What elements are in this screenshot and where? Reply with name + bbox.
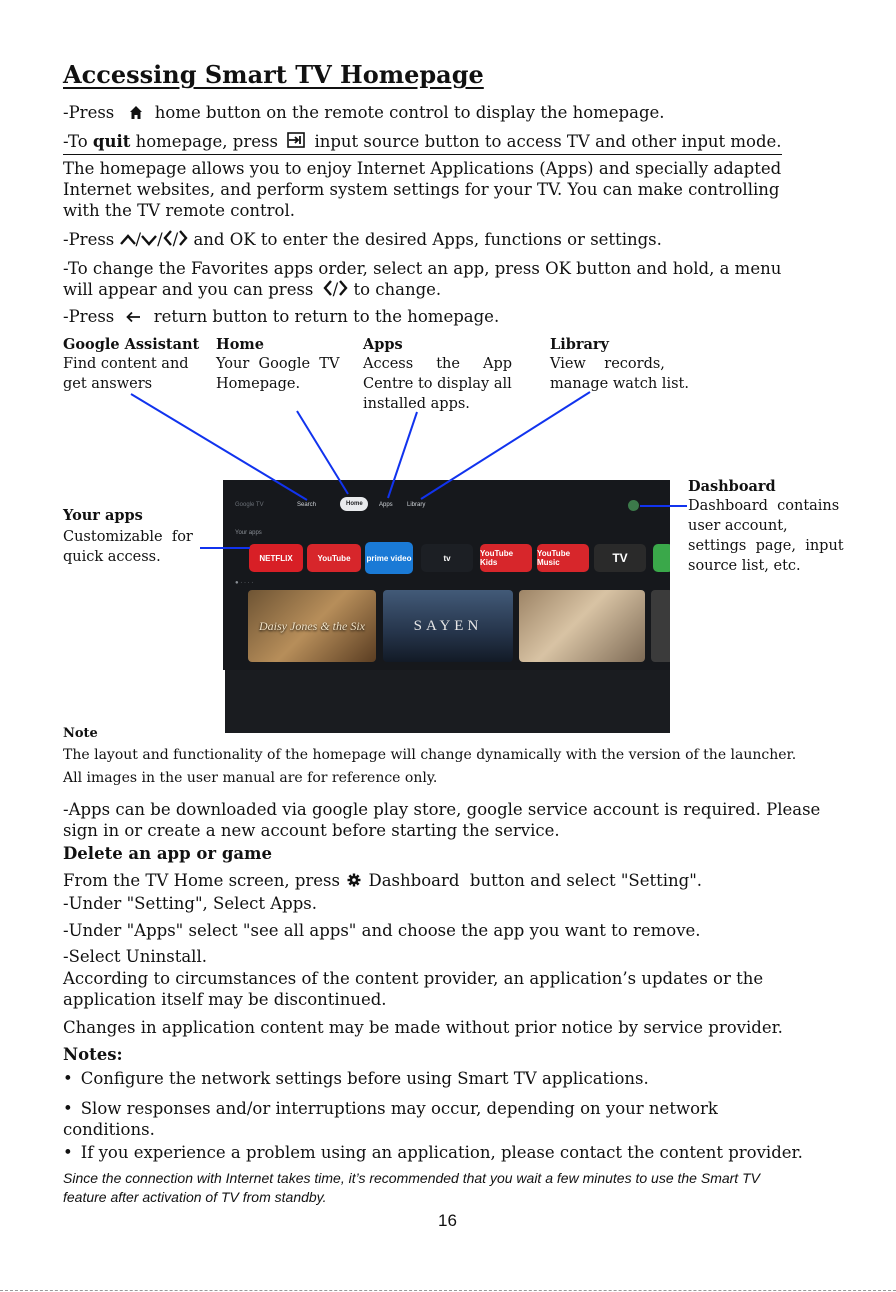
bullet-icon: •	[63, 1099, 73, 1118]
bottom-dashed-rule	[0, 1290, 896, 1291]
notes-bullet-2: • Slow responses and/or interruptions may occur, depending on your network	[63, 1099, 718, 1118]
note-line-2: All images in the user manual are for reference only.	[63, 770, 438, 786]
note-line-1: The layout and functionality of the homepage will change dynamically with the version of the launcher.	[63, 747, 797, 763]
tv-poster-2: SAYEN	[383, 590, 513, 662]
return-line: -Press return button to return to the homepage.	[63, 307, 500, 326]
gear-icon	[347, 871, 361, 892]
tv-your-apps-label: Your apps	[235, 530, 262, 536]
homepage-desc-line-2: Internet websites, and perform system settings for your TV. You can make controlling	[63, 180, 780, 199]
delete-from-home-line: From the TV Home screen, press Dashboard button and select "Setting".	[63, 871, 703, 890]
tv-nav-search: Search	[297, 502, 317, 508]
line-google-assistant	[131, 394, 307, 500]
bullet-icon: •	[63, 1143, 73, 1162]
notes-bullet-2-cont: conditions.	[63, 1120, 155, 1139]
page-heading: Accessing Smart TV Homepage	[63, 60, 484, 89]
homepage-desc-line-3: with the TV remote control.	[63, 201, 295, 220]
tv-app-prime-video: prime video	[365, 542, 413, 574]
tv-app-youtube: YouTube	[307, 544, 361, 572]
callout-your-apps: Your apps Customizable for quick access.	[63, 507, 193, 565]
standby-note-line-2: feature after activation of TV from standby.	[63, 1189, 327, 1205]
tv-app-netflix: NETFLIX	[249, 544, 303, 572]
notes-bullet-1: • Configure the network settings before using Smart TV applications.	[63, 1069, 649, 1088]
tv-app-tv: TV	[594, 544, 646, 572]
select-uninstall-line: -Select Uninstall.	[63, 947, 207, 966]
line-library	[421, 392, 590, 499]
homepage-desc-line-1: The homepage allows you to enjoy Internet Applications (Apps) and specially adapted	[63, 159, 782, 178]
callout-google-assistant: Google Assistant Find content and get answers	[63, 336, 200, 392]
under-setting-line: -Under "Setting", Select Apps.	[63, 894, 318, 913]
standby-note-line-1: Since the connection with Internet takes time, it’s recommended that you wait a few minutes to use the Smart TV	[63, 1170, 760, 1186]
notes-bullet-3: • If you experience a problem using an application, please contact the content provider.	[63, 1143, 803, 1162]
bullet-icon: •	[63, 1069, 73, 1088]
tv-poster-1: Daisy Jones & the Six	[248, 590, 376, 662]
tv-app-youtube-kids: YouTube Kids	[480, 544, 532, 572]
tv-app-youtube-music: YouTube Music	[537, 544, 589, 572]
favorites-line-2: will appear and you can press / to change.	[63, 280, 442, 299]
google-tv-logo: Google TV	[235, 502, 264, 508]
delete-title: Delete an app or game	[63, 844, 273, 863]
circumstances-line-1: According to circumstances of the content provider, an application’s updates or the	[63, 969, 764, 988]
quit-line: -To quit homepage, press input source button to access TV and other input mode.	[63, 131, 782, 155]
press-home-line: -Press home button on the remote control to display the homepage.	[63, 103, 665, 122]
changes-line: Changes in application content may be made without prior notice by service provider.	[63, 1018, 783, 1037]
press-nav-line: -Press / / / and OK to enter the desired Apps, functions or settings.	[63, 230, 662, 249]
callout-apps: Apps Access the App Centre to display all installed apps.	[363, 336, 513, 412]
line-home	[297, 411, 348, 494]
tv-nav-library: Library	[407, 502, 426, 508]
callout-dashboard: Dashboard Dashboard contains user account, settings page, input source list, etc.	[688, 478, 844, 574]
tv-section-label: ● · · · ·	[235, 580, 254, 586]
notes-title: Notes:	[63, 1045, 123, 1064]
line-apps	[388, 412, 417, 498]
callout-home: Home Your Google TV Homepage.	[216, 336, 340, 392]
callout-library: Library View records, manage watch list.	[550, 336, 689, 392]
page-number: 16	[438, 1211, 457, 1230]
circumstances-line-2: application itself may be discontinued.	[63, 990, 387, 1009]
apps-download-line-1: -Apps can be downloaded via google play store, google service account is required. Please	[63, 800, 821, 819]
note-title: Note	[63, 726, 98, 741]
tv-nav-home: Home	[346, 501, 363, 507]
tv-nav-apps: Apps	[379, 502, 393, 508]
tv-app-apple-tv: tv	[421, 544, 473, 572]
favorites-line-1: -To change the Favorites apps order, select an app, press OK button and hold, a menu	[63, 259, 782, 278]
under-apps-line: -Under "Apps" select "see all apps" and choose the app you want to remove.	[63, 921, 701, 940]
apps-download-line-2: sign in or create a new account before starting the service.	[63, 821, 560, 840]
